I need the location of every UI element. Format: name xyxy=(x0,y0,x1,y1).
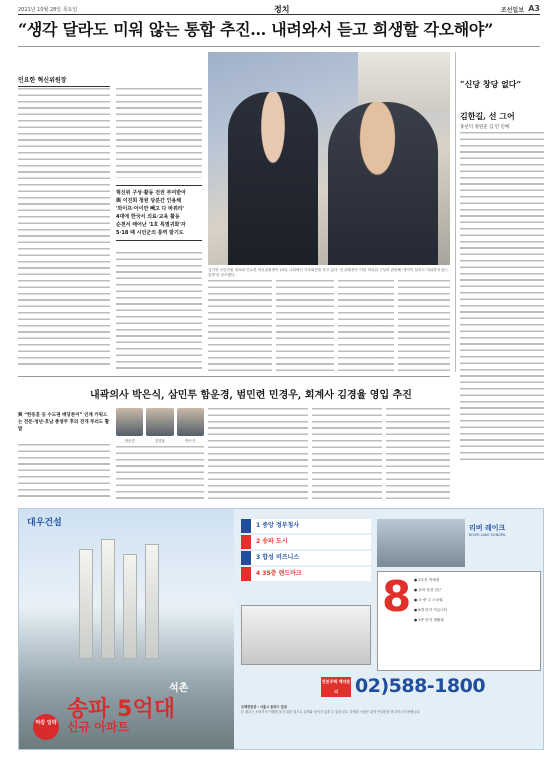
paper-name: 조선일보 xyxy=(500,7,524,14)
pull-quote xyxy=(116,185,202,241)
body-text xyxy=(398,280,450,372)
mugshot-name: 박은식 xyxy=(185,439,196,443)
ad-phone-number[interactable]: 02)588-1800 xyxy=(355,675,486,697)
header-rule xyxy=(18,14,540,15)
ad-feature-item: 4 35층 랜드마크 xyxy=(241,567,371,581)
main-headline: “생각 달라도 미워 않는 통합 추진… 내려와서 듣고 희생할 각오해야” xyxy=(18,20,493,39)
body-text xyxy=(338,280,394,372)
pull-quote-line: 4대에 한국서 의료·교육 활동 xyxy=(116,214,180,220)
main-photo xyxy=(208,52,450,265)
ad-location: 석촌 xyxy=(169,683,189,694)
ad-legal-body: 본 광고는 소비자의 이해를 돕기 위한 것으로 실제와 차이가 있을 수 있습니다. 자세한 사항은 분양 안내문을 참고하시기 바랍니다. xyxy=(241,709,421,714)
page-number: A3 xyxy=(528,4,540,13)
photo-caption: 김기현 국민의힘 대표와 인요한 혁신위원장이 23일 국회에서 기자회견을 하고 있다. 인 위원장은 이날 혁신위 구성과 관련해 '생각이 달라도 미워하지 않는 통합'을 강조했다. xyxy=(208,268,449,277)
pull-quote-line: 순천서 태어난 '1호 특별귀화'자 xyxy=(116,222,186,228)
section2-side-note: 與 “한동훈 등 수도권 배당론이” 인재 키워드는 전문·청년·호남 총영주 후의 전개 푸리도 활발 xyxy=(18,413,110,432)
ad-hero-image xyxy=(19,509,234,750)
column-divider xyxy=(455,52,456,372)
ad-legal-heading: 주택견본관 : 서울시 송파구 일대 xyxy=(241,705,287,709)
pull-quote-line: 5·18 때 시민군의 통역 맡기도 xyxy=(116,230,184,236)
headline-rule xyxy=(18,46,540,47)
section2-column-3 xyxy=(208,408,308,500)
body-text xyxy=(116,252,202,372)
section-name: 정치 xyxy=(274,5,290,14)
section2-column-5 xyxy=(386,408,450,500)
pull-quote-line: '와이프·아이만 빼고 다 바꿔라' xyxy=(116,206,185,212)
article-column-5 xyxy=(338,280,394,372)
body-text xyxy=(18,88,110,368)
article-column-3 xyxy=(208,280,272,372)
body-text xyxy=(208,280,272,372)
person-left xyxy=(228,92,318,265)
ad-info-line: ● 송파 한강 인근 xyxy=(414,588,442,592)
ad-logo: 대우건설 xyxy=(27,518,62,528)
article-column-2b xyxy=(116,252,202,372)
section2-column-1 xyxy=(18,444,110,500)
ad-phone-label: 견본주택 예약문의 xyxy=(321,677,351,697)
issue-date: 2021년 10월 28일 목요일 xyxy=(18,7,78,13)
body-text xyxy=(276,280,334,372)
body-text xyxy=(116,446,204,500)
article-column-4 xyxy=(276,280,334,372)
ad-big-text xyxy=(67,699,175,734)
ad-feature-item: 2 송파 도시 xyxy=(241,535,371,549)
side-article-body xyxy=(460,132,544,462)
mugshot-name: 함운경 xyxy=(124,439,135,443)
ad-building xyxy=(79,549,93,659)
ad-feature-item: 3 합성 비즈니스 xyxy=(241,551,371,565)
ad-info-box xyxy=(377,571,541,671)
body-text xyxy=(386,408,450,500)
ad-building xyxy=(145,544,159,659)
body-text xyxy=(208,408,308,500)
body-text xyxy=(312,408,382,500)
mugshot-name: 김경율 xyxy=(154,439,166,443)
body-text xyxy=(460,132,544,462)
ad-river-image xyxy=(377,519,465,567)
body-text xyxy=(18,444,110,500)
ad-train-image xyxy=(241,605,371,665)
article-column-2 xyxy=(116,88,202,178)
ad-big-sub: 신규 아파트 xyxy=(67,720,130,734)
ad-building xyxy=(101,539,115,659)
ad-big-main: 송파 5억대 xyxy=(67,697,175,722)
side-article-title: “신당 창당 없다” xyxy=(460,79,522,89)
article-column-6 xyxy=(398,280,450,372)
mugshot-photo xyxy=(177,408,204,436)
ad-info-line: ● 초·중·고 도보권 xyxy=(414,598,443,602)
ad-info-line: ● 8개 단지 커뮤니티 xyxy=(414,608,448,612)
ad-brand-name: 리버 레이크 xyxy=(469,524,506,532)
ad-building xyxy=(123,554,137,659)
ad-deadline-badge: 마감 임박 xyxy=(33,714,59,740)
person-right xyxy=(328,102,438,265)
pull-quote-line: 與 이진희 청원 당분간 인용해 xyxy=(116,198,182,204)
ad-brand-sub: RIVER LAKE SONGPA xyxy=(469,533,506,537)
ad-feature-item: 1 중앙 정부청사 xyxy=(241,519,371,533)
ad-info-line: ● 5호선 역세권 xyxy=(414,578,440,582)
body-text xyxy=(116,88,202,178)
ad-info-line: ● 3종 단지 생활권 xyxy=(414,618,444,622)
advertisement[interactable] xyxy=(18,508,544,750)
mugshot-names xyxy=(116,439,204,444)
section-rule xyxy=(18,376,450,377)
article-column-1 xyxy=(18,88,110,368)
ad-big-number: 8 xyxy=(382,572,412,621)
ad-feature-list xyxy=(241,519,371,583)
mugshot-photo xyxy=(116,408,143,436)
section2-column-4 xyxy=(312,408,382,500)
ad-legal-text xyxy=(241,705,541,745)
section2-headline: 내곽의사 박은식, 삼민투 함운경, 범민련 민경우, 회계사 김경율 영입 추진 xyxy=(90,390,412,401)
page-header xyxy=(18,4,540,14)
sidebar-heading: 인요한 혁신위원장 xyxy=(18,75,110,87)
mugshot-photo xyxy=(146,408,173,436)
section2-column-2 xyxy=(116,446,204,500)
pull-quote-line: 혁신위 구성·활동 전권 부여받아 xyxy=(116,190,186,196)
side-article-byline: 홍선익 정원준 김 민 인배 xyxy=(460,125,510,130)
side-article-subtitle: 김한길, 선 그어 xyxy=(460,111,515,121)
